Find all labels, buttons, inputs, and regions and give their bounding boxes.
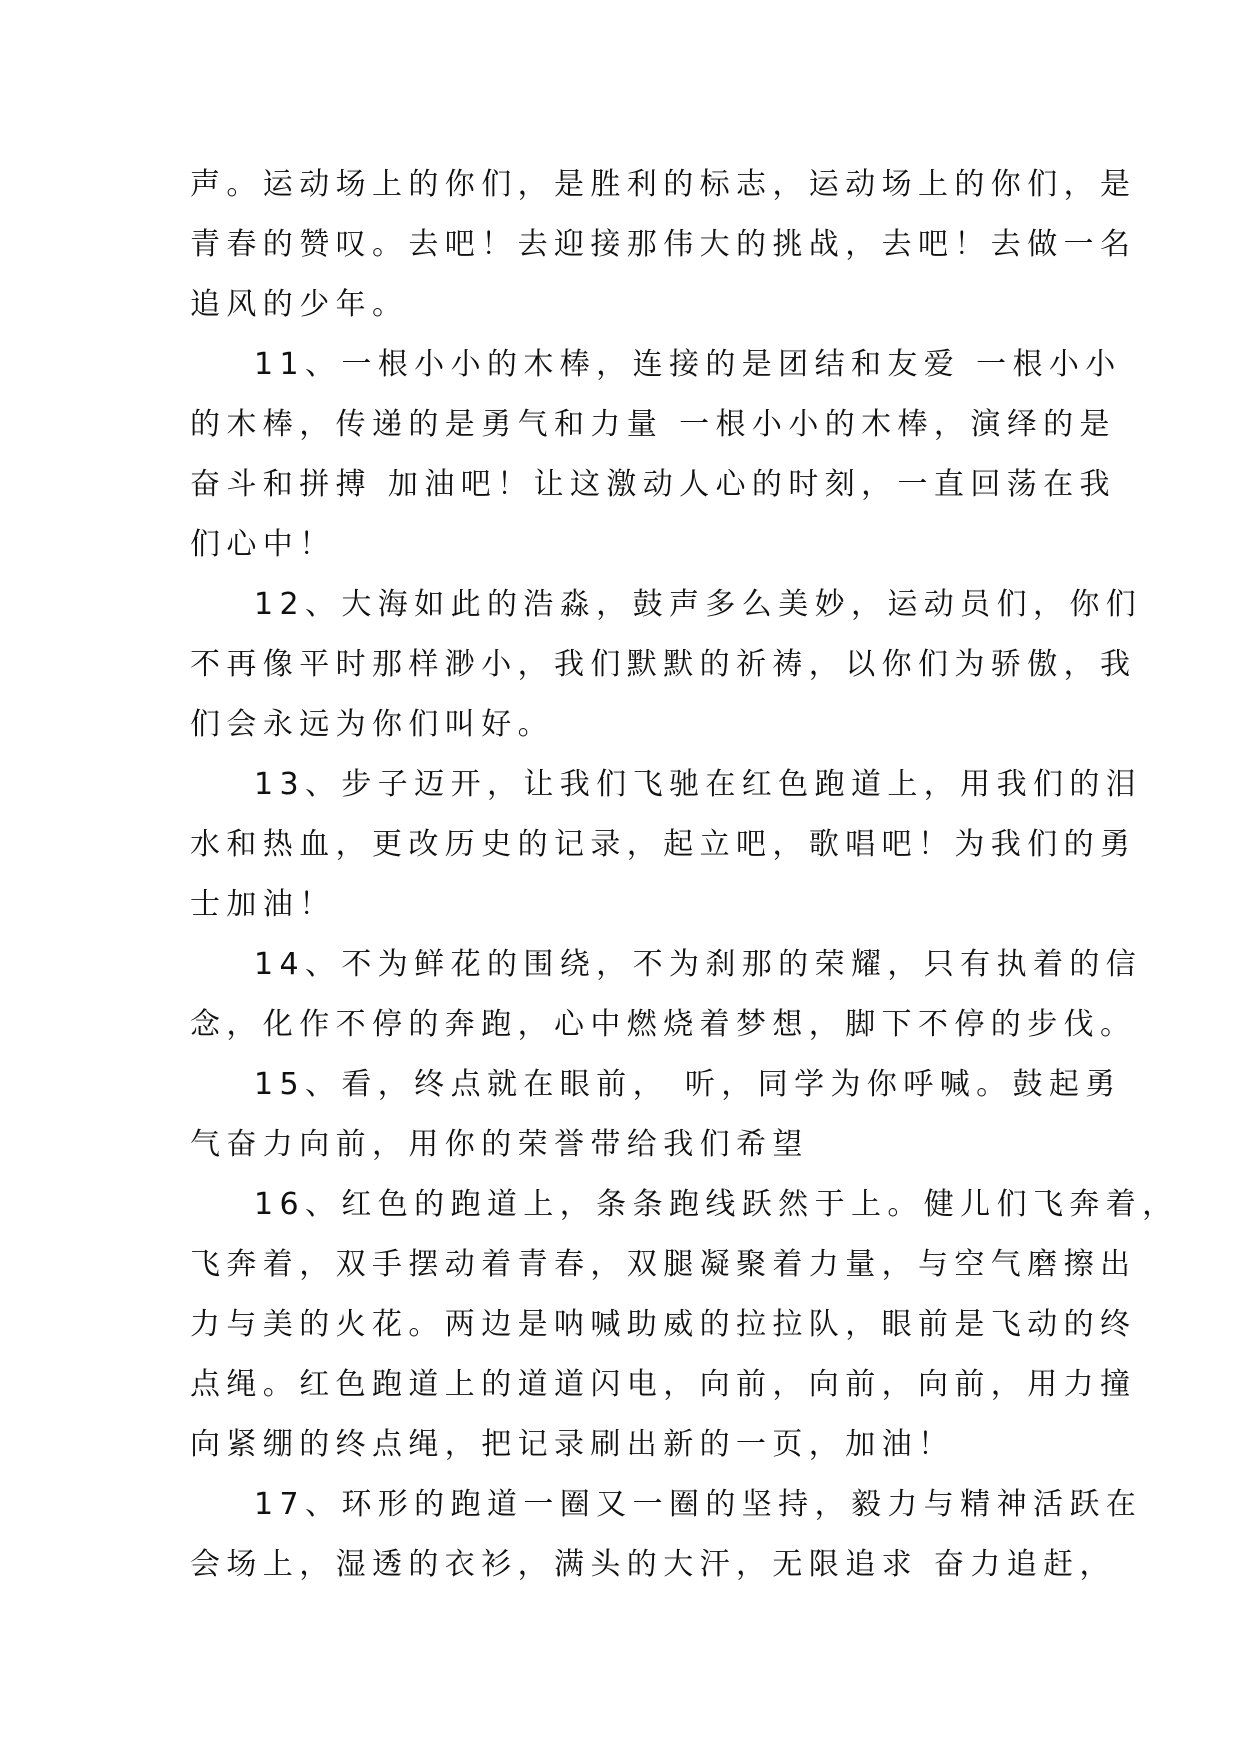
paragraph-first-line: 11、一根小小的木棒，连接的是团结和友爱 一根小小 — [254, 347, 1122, 382]
paragraph-first-line: 13、步子迈开，让我们飞驰在红色跑道上，用我们的泪 — [254, 767, 1143, 802]
text-line: 的木棒，传递的是勇气和力量 一根小小的木棒，演绎的是 — [190, 407, 1116, 442]
text-line: 向紧绷的终点绳，把记录刷出新的一页，加油！ — [190, 1427, 955, 1462]
text-line: 会场上，湿透的衣衫，满头的大汗，无限追求 奋力追赶， — [190, 1547, 1116, 1582]
text-line: 点绳。红色跑道上的道道闪电，向前，向前，向前，用力撞 — [190, 1367, 1137, 1402]
text-line: 力与美的火花。两边是呐喊助威的拉拉队，眼前是飞动的终 — [190, 1307, 1137, 1342]
text-line: 们会永远为你们叫好。 — [190, 707, 554, 742]
text-line: 不再像平时那样渺小，我们默默的祈祷，以你们为骄傲，我 — [190, 647, 1137, 682]
text-line: 青春的赞叹。去吧！去迎接那伟大的挑战，去吧！去做一名 — [190, 227, 1137, 262]
paragraph-first-line: 12、大海如此的浩淼，鼓声多么美妙，运动员们，你们 — [254, 587, 1143, 622]
text-line: 气奋力向前，用你的荣誉带给我们希望 — [190, 1127, 809, 1162]
text-line: 们心中！ — [190, 527, 336, 562]
paragraph-first-line: 15、看，终点就在眼前， 听，同学为你呼喊。鼓起勇 — [254, 1067, 1122, 1102]
paragraph-first-line: 16、红色的跑道上，条条跑线跃然于上。健儿们飞奔着， — [254, 1187, 1179, 1222]
text-line: 声。运动场上的你们，是胜利的标志，运动场上的你们，是 — [190, 167, 1137, 202]
text-line: 飞奔着，双手摆动着青春，双腿凝聚着力量，与空气磨擦出 — [190, 1247, 1137, 1282]
text-line: 士加油！ — [190, 887, 336, 922]
text-line: 奋斗和拼搏 加油吧！让这激动人心的时刻，一直回荡在我 — [190, 467, 1116, 502]
text-line: 水和热血，更改历史的记录，起立吧，歌唱吧！为我们的勇 — [190, 827, 1137, 862]
text-line: 念，化作不停的奔跑，心中燃烧着梦想，脚下不停的步伐。 — [190, 1007, 1137, 1042]
paragraph-first-line: 14、不为鲜花的围绕，不为刹那的荣耀，只有执着的信 — [254, 947, 1143, 982]
paragraph-first-line: 17、环形的跑道一圈又一圈的坚持，毅力与精神活跃在 — [254, 1487, 1143, 1522]
text-line: 追风的少年。 — [190, 287, 409, 322]
